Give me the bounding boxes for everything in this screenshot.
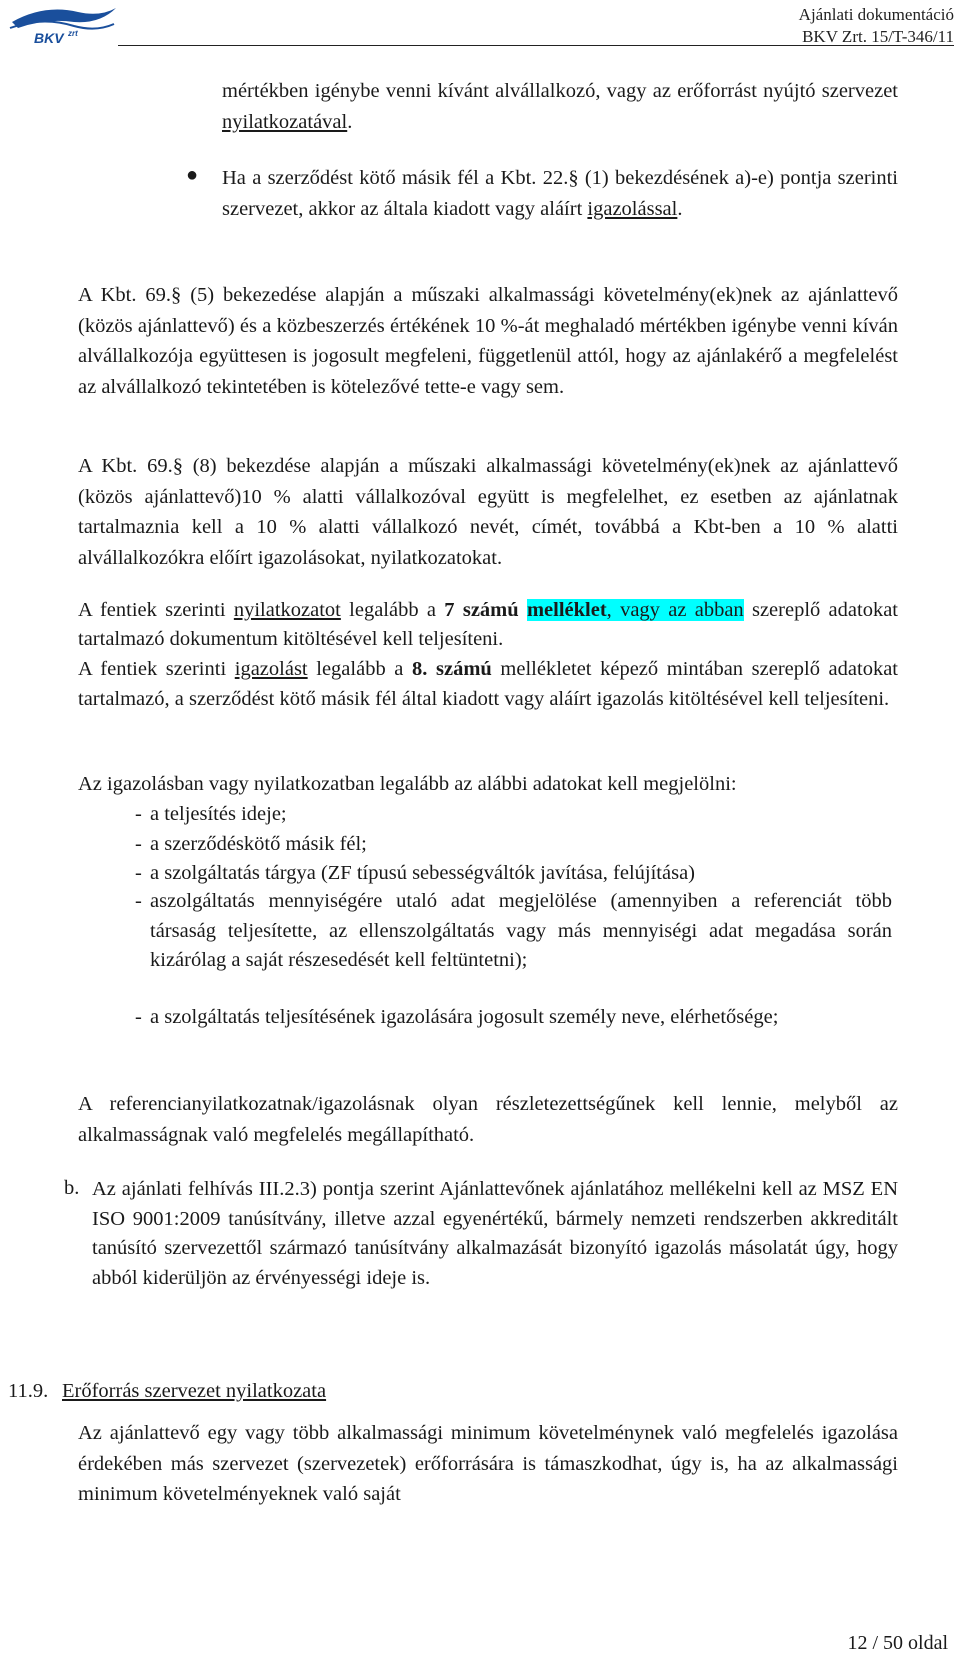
list-item: - aszolgáltatás mennyiségére utaló adat megjelölése (amennyiben a referenciát több társaság teljesítette, az ellenszolgáltatás vagy más mennyiségi adat megadása során kizárólag a saját részesedését kell feltüntetni);: [135, 890, 892, 971]
nyilatkozataval-link: nyilatkozatával: [222, 110, 348, 133]
highlighted-melleklet: melléklet: [526, 599, 607, 621]
list-item: - a szolgáltatás teljesítésének igazolására jogosult személy neve, elérhetősége;: [135, 1006, 779, 1028]
igazolassal-link: igazolással: [587, 197, 678, 220]
paragraph-continuation: mértékben igénybe venni kívánt alvállalkozó, vagy az erőforrást nyújtó szervezet nyilatkozatával.: [222, 80, 898, 133]
page-header: [0, 0, 960, 46]
paragraph-nyilatkozat: A fentiek szerinti nyilatkozatot legalább a 7 számú melléklet, vagy az abban szereplő adatokat tartalmazó dokumentum kitöltésével kell teljesíteni.: [78, 599, 898, 650]
svg-text:zrt: zrt: [68, 29, 78, 38]
paragraph-igazolas: A fentiek szerinti igazolást legalább a 8. számú mellékletet képező mintában szereplő adatokat tartalmazó, a szerződést kötő másik fél által kiadott vagy aláírt igazolás kitöltésével kell teljesíteni.: [78, 658, 898, 710]
page-number: 12 / 50 oldal: [847, 1632, 948, 1654]
bullet-item: Ha a szerződést kötő másik fél a Kbt. 22.§ (1) bekezdésének a)-e) pontja szerinti szervezet, akkor az általa kiadott vagy aláírt igazolással.: [222, 167, 898, 220]
paragraph-kbt-69-5: A Kbt. 69.§ (5) bekezedése alapján a műszaki alkalmassági követelmény(ek)nek az ajánlattevő (közös ajánlattevő) és a közbeszerzés értékének 10 %-át meghaladó mértékben igénybe venni kíván alvállalkozója együttesen is jogosult megfeleni, függetlenül attól, hogy az ajánlakérő a megfelelést az alvállalkozó tekintetében is kötelezővé tette-e vagy sem.: [78, 284, 898, 398]
item-b-text: Az ajánlati felhívás III.2.3) pontja szerint Ajánlattevőnek ajánlatához mellékelni kell az MSZ EN ISO 9001:2009 tanúsítvány, illetve azzal egyenértékű, bármely nemzeti rendszerben akkreditált tanúsító szervezettől származó tanúsítvány alkalmazását bizonyító igazolás másolatát úgy, hogy abból kiderüljön az érvényességi ideje is.: [92, 1178, 898, 1289]
paragraph-adatok-intro: Az igazolásban vagy nyilatkozatban legalább az alábbi adatokat kell megjelölni:: [78, 773, 737, 795]
list-item: - a teljesítés ideje;: [135, 803, 287, 825]
item-b-label: b.: [64, 1177, 80, 1199]
svg-text:BKV: BKV: [34, 30, 64, 46]
document-reference: BKV Zrt. 15/T-346/11: [802, 27, 954, 46]
section-title: Erőforrás szervezet nyilatkozata: [62, 1380, 327, 1402]
bkv-logo: [4, 2, 122, 46]
bullet-dot: ●: [186, 164, 199, 186]
paragraph-kbt-69-8: A Kbt. 69.§ (8) bekezdése alapján a műszaki alkalmassági követelmény(ek)nek az ajánlattevő (közös ajánlattevő)10 % alatti vállalkozóval együtt is megfelelhet, ez esetben az ajánlatnak tartalmaznia kell a 10 % alatti vállalkozó nevét, címét, továbbá a Kbt-ben a 10 % alatti alvállalkozókra előírt igazolásokat, nyilatkozatokat.: [78, 455, 898, 569]
list-item: - a szerződéskötő másik fél;: [135, 833, 367, 855]
document-title: Ajánlati dokumentáció: [798, 5, 954, 24]
paragraph-eroforras: Az ajánlattevő egy vagy több alkalmassági minimum követelménynek való megfelelés igazolása érdekében más szervezet (szervezetek) erőforrására is támaszkodhat, úgy is, ha az alkalmassági minimum követelményeknek való saját: [78, 1422, 898, 1505]
section-number: 11.9.: [8, 1380, 49, 1402]
list-item: - a szolgáltatás tárgya (ZF típusú sebességváltók javítása, felújítása): [135, 862, 695, 884]
header-divider: [118, 45, 954, 46]
paragraph-referencia: A referencianyilatkozatnak/igazolásnak olyan részletezettségűnek kell lennie, melyből az alkalmasságnak való megfelelés megállapítható.: [78, 1093, 898, 1146]
